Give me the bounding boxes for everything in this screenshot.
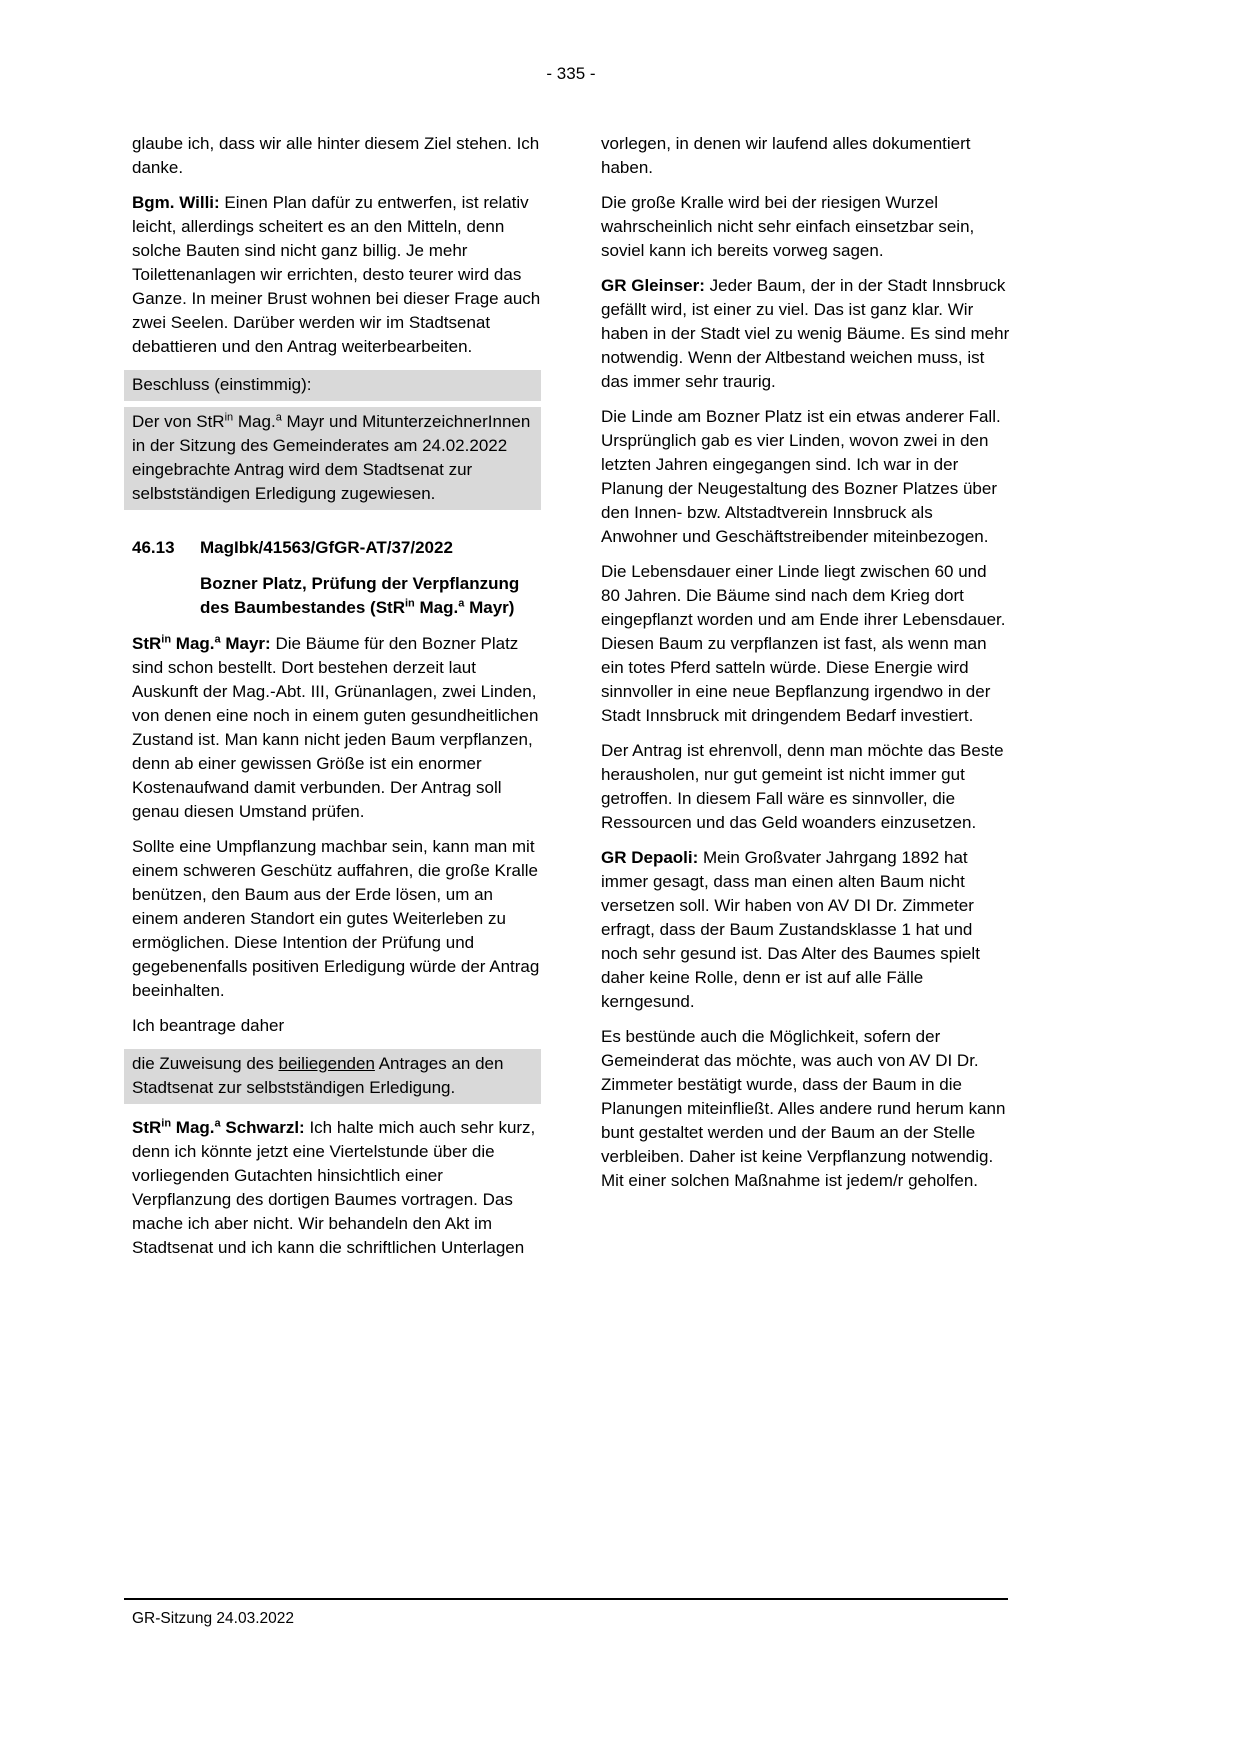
- para-gleinser-3: Die Lebensdauer einer Linde liegt zwischen 60 und 80 Jahren. Die Bäume sind nach dem Krieg dort eingepflanzt worden und am Ende ihrer Lebensdauer. Diesen Baum zu verpflanzen ist fast, als wenn man ein totes Pferd satteln würde. Diese Energie wird sinnvoller in eine neue Bepflanzung irgendwo in der Stadt Innsbruck mit dringendem Bedarf investiert.: [601, 562, 1006, 725]
- agenda-item-title: Bozner Platz, Prüfung der Verpflanzung des Baumbestandes (StR$^{in}$ Mag.$^a$ Mayr): [200, 574, 520, 617]
- para-continuation: glaube ich, dass wir alle hinter diesem Ziel stehen. Ich danke.: [132, 134, 540, 177]
- footer-text: GR-Sitzung 24.03.2022: [132, 1610, 294, 1627]
- para-str-mayr: StR$^{in}$ Mag.$^a$ Mayr: Die Bäume für den Bozner Platz sind schon bestellt. Dort bestehen derzeit laut Auskunft der Mag.-Abt. III, Grünanlagen, zwei Linden, von denen eine noch in einem guten gesundheitlichen Zustand ist. Man kann nicht jeden Baum verpflanzen, denn ab einer gewissen Größe ist ein enormer Kostenaufwand damit verbunden. Der Antrag soll genau diesen Umstand prüfen.: [132, 633, 539, 821]
- page-footer: [124, 1598, 1008, 1631]
- para-gleinser-4: Der Antrag ist ehrenvoll, denn man möchte das Beste herausholen, nur gut gemeint ist nicht immer gut getroffen. In diesem Fall wäre es sinnvoller, die Ressourcen und das Geld woanders einzusetzen.: [601, 741, 1004, 832]
- para-schwarzl-continuation: vorlegen, in denen wir laufend alles dokumentiert haben.: [601, 134, 971, 177]
- para-gr-gleinser: GR Gleinser: Jeder Baum, der in der Stadt Innsbruck gefällt wird, ist einer zu viel. Das ist ganz klar. Wir haben in der Stadt viel zu wenig Bäume. Es sind mehr notwendig. Wenn der Altbestand weichen muss, ist das immer sehr traurig.: [601, 276, 1010, 391]
- para-mayr-2: Sollte eine Umpflanzung machbar sein, kann man mit einem schweren Geschütz auffahren, die große Kralle benützen, den Baum aus der Erde lösen, um an einem anderen Standort ein gutes Weiterleben zu ermöglichen. Diese Intention der Prüfung und gegebenenfalls positiven Erledigung würde der Antrag beeinhalten.: [132, 837, 540, 1000]
- para-bgm-willi: Bgm. Willi: Einen Plan dafür zu entwerfen, ist relativ leicht, allerdings scheitert es an den Mitteln, denn solche Bauten sind nicht ganz billig. Je mehr Toilettenanlagen wir errichten, desto teurer wird das Ganze. In meiner Brust wohnen bei dieser Frage auch zwei Seelen. Darüber werden wir im Stadtsenat debattieren und den Antrag weiterbearbeiten.: [132, 193, 541, 356]
- agenda-item-number: 46.13: [132, 538, 175, 557]
- footer-divider: [124, 1598, 1008, 1600]
- para-depaoli-2: Es bestünde auch die Möglichkeit, sofern der Gemeinderat das möchte, was auch von AV DI Dr. Zimmeter bestätigt wurde, dass der Baum in die Planungen miteinfließt. Alles andere rund herum kann bunt gestaltet werden und der Baum an der Stelle verbleiben. Daher ist keine Verpflanzung notwendig. Mit einer solchen Maßnahme ist jedem/r geholfen.: [601, 1027, 1006, 1190]
- agenda-item-heading: [132, 536, 541, 560]
- para-gr-depaoli: GR Depaoli: Mein Großvater Jahrgang 1892 hat immer gesagt, dass man einen alten Baum nicht versetzen soll. Wir haben von AV DI Dr. Zimmeter erfragt, dass der Baum Zustandsklasse 1 hat und noch sehr gesund ist. Das Alter des Baumes spielt daher keine Rolle, denn er ist auf alle Fälle kerngesund.: [601, 848, 980, 1011]
- column-right: [601, 132, 1010, 1271]
- motion-text: die Zuweisung des beiliegenden Antrages an den Stadtsenat zur selbstständigen Erledigung.: [124, 1049, 541, 1104]
- column-left: [132, 132, 541, 1271]
- para-str-schwarzl: StR$^{in}$ Mag.$^a$ Schwarzl: Ich halte mich auch sehr kurz, denn ich könnte jetzt eine Viertelstunde über die vorliegenden Gutachten hinsichtlich einer Verpflanzung des dortigen Baumes vortragen. Das mache ich aber nicht. Wir behandeln den Akt im Stadtsenat und ich kann die schriftlichen Unterlagen: [132, 1117, 536, 1257]
- para-mayr-3: Ich beantrage daher: [132, 1016, 285, 1035]
- page-number: - 335 -: [546, 64, 596, 83]
- para-schwarzl-2: Die große Kralle wird bei der riesigen Wurzel wahrscheinlich nicht sehr einfach einsetzbar sein, soviel kann ich bereits vorweg sagen.: [601, 193, 975, 260]
- page-content: [132, 132, 1010, 1271]
- para-gleinser-2: Die Linde am Bozner Platz ist ein etwas anderer Fall. Ursprünglich gab es vier Linden, wovon zwei in den letzten Jahren eingegangen sind. Ich war in der Planung der Neugestaltung des Bozner Platzes über den Innen- bzw. Altstadtverein Innsbruck als Anwohner und Geschäftstreibender miteinbezogen.: [601, 407, 1001, 546]
- decision-heading: Beschluss (einstimmig):: [124, 370, 541, 401]
- agenda-item-reference: MagIbk/41563/GfGR-AT/37/2022: [200, 538, 453, 557]
- decision-text: Der von StR$^{in}$ Mag.$^a$ Mayr und MitunterzeichnerInnen in der Sitzung des Gemeinderates am 24.02.2022 eingebrachte Antrag wird dem Stadtsenat zur selbstständigen Erledigung zugewiesen.: [124, 407, 541, 510]
